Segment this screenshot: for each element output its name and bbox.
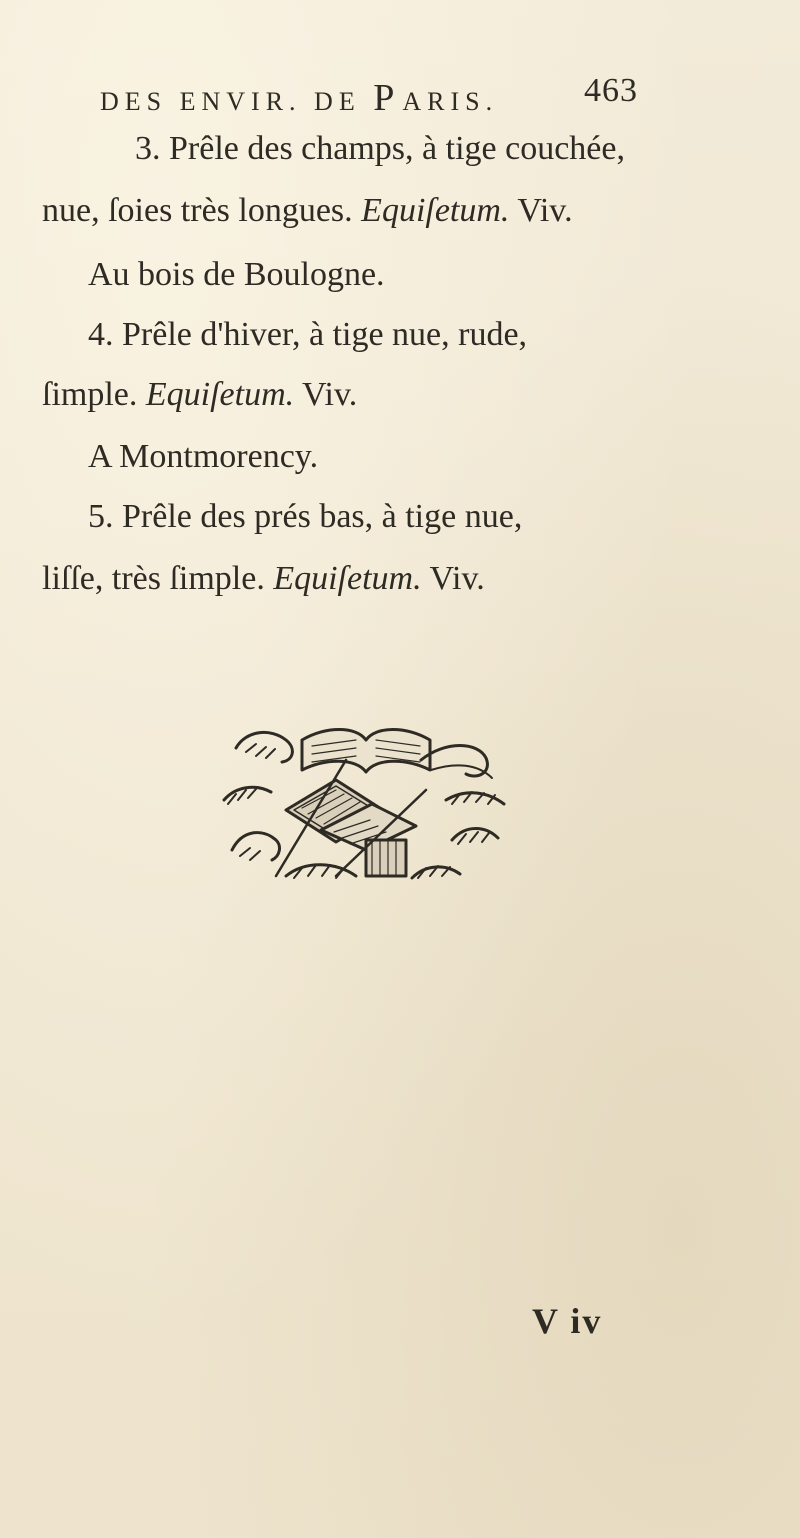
entry-4-line-1: 4. Prêle d'hiver, à tige nue, rude, <box>88 316 528 353</box>
entry-3-description: nue, ſoies très longues. <box>42 192 362 229</box>
entry-5-line-2 <box>42 562 485 596</box>
running-head <box>100 68 660 119</box>
entry-4-duration: Viv. <box>294 376 358 413</box>
signature-mark: V iv <box>532 1301 603 1341</box>
entry-5-description: liſſe, très ſimple. <box>42 560 274 597</box>
entry-5-duration: Viv. <box>421 560 485 597</box>
entry-3-location: Au bois de Boulogne. <box>88 256 385 293</box>
running-head-part-1: DES ENVIR. DE <box>100 87 374 116</box>
entry-5-latin-name: Equiſetum. <box>273 560 422 597</box>
entry-3-duration: Viv. <box>509 192 573 229</box>
vignette-ornament-icon <box>216 700 512 890</box>
entry-4-description: ſimple. <box>42 376 146 413</box>
entry-4-latin-name: Equiſetum. <box>145 376 295 413</box>
running-head-capital: P <box>373 77 403 119</box>
entry-3-line-2 <box>42 194 573 228</box>
running-head-text <box>100 76 498 120</box>
entry-4-location: A Montmorency. <box>88 438 319 475</box>
running-head-part-2: ARIS. <box>402 87 499 116</box>
entry-4-line-2 <box>42 378 357 412</box>
page-number: 463 <box>584 72 638 109</box>
entry-5-line-1: 5. Prêle des prés bas, à tige nue, <box>88 498 523 535</box>
entry-3-latin-name: Equiſetum. <box>361 192 510 229</box>
entry-3-line-1: 3. Prêle des champs, à tige couchée, <box>135 130 625 167</box>
